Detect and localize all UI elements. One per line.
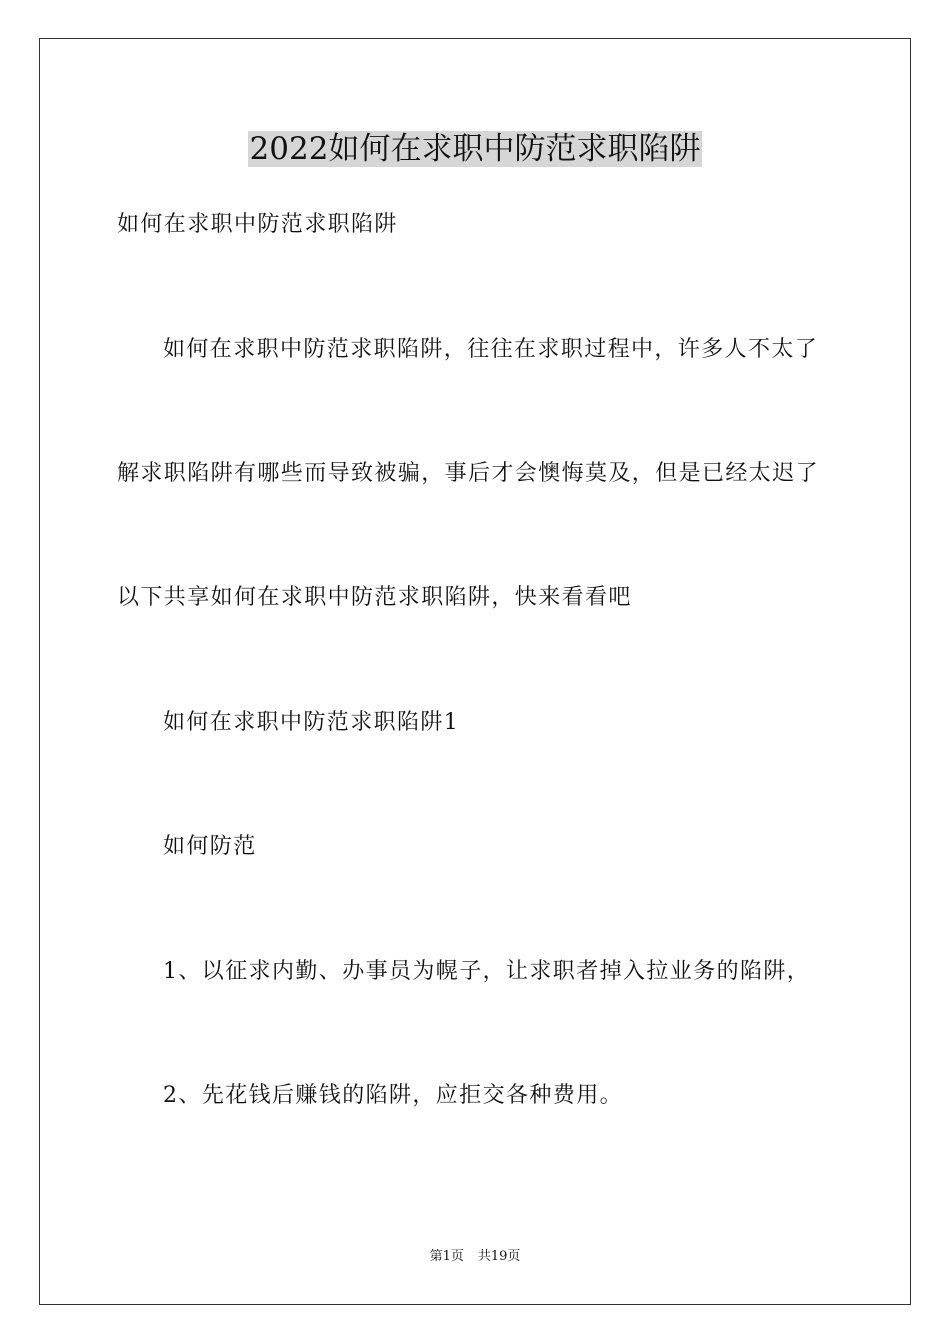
paragraph-line: 如何在求职中防范求职陷阱，往往在求职过程中，许多人不太了 bbox=[163, 337, 819, 362]
list-item: 1、以征求内勤、办事员为幌子，让求职者掉入拉业务的陷阱， bbox=[163, 959, 811, 984]
page-total: 共19页 bbox=[477, 1249, 521, 1264]
paragraph-line: 解求职陷阱有哪些而导致被骗，事后才会懊悔莫及，但是已经太迟了 bbox=[117, 461, 820, 486]
section-heading: 如何在求职中防范求职陷阱1 bbox=[163, 710, 460, 735]
document-subtitle: 如何在求职中防范求职陷阱 bbox=[117, 212, 398, 237]
page-number: 第1页 bbox=[429, 1249, 464, 1264]
paragraph-line: 以下共享如何在求职中防范求职陷阱，快来看看吧 bbox=[117, 585, 632, 610]
document-title bbox=[0, 128, 950, 170]
document-title-text: 2022如何在求职中防范求职陷阱 bbox=[249, 131, 701, 167]
list-item: 2、先花钱后赚钱的陷阱，应拒交各种费用。 bbox=[163, 1083, 623, 1108]
subsection-heading: 如何防范 bbox=[163, 834, 257, 859]
page-footer bbox=[0, 1248, 950, 1266]
